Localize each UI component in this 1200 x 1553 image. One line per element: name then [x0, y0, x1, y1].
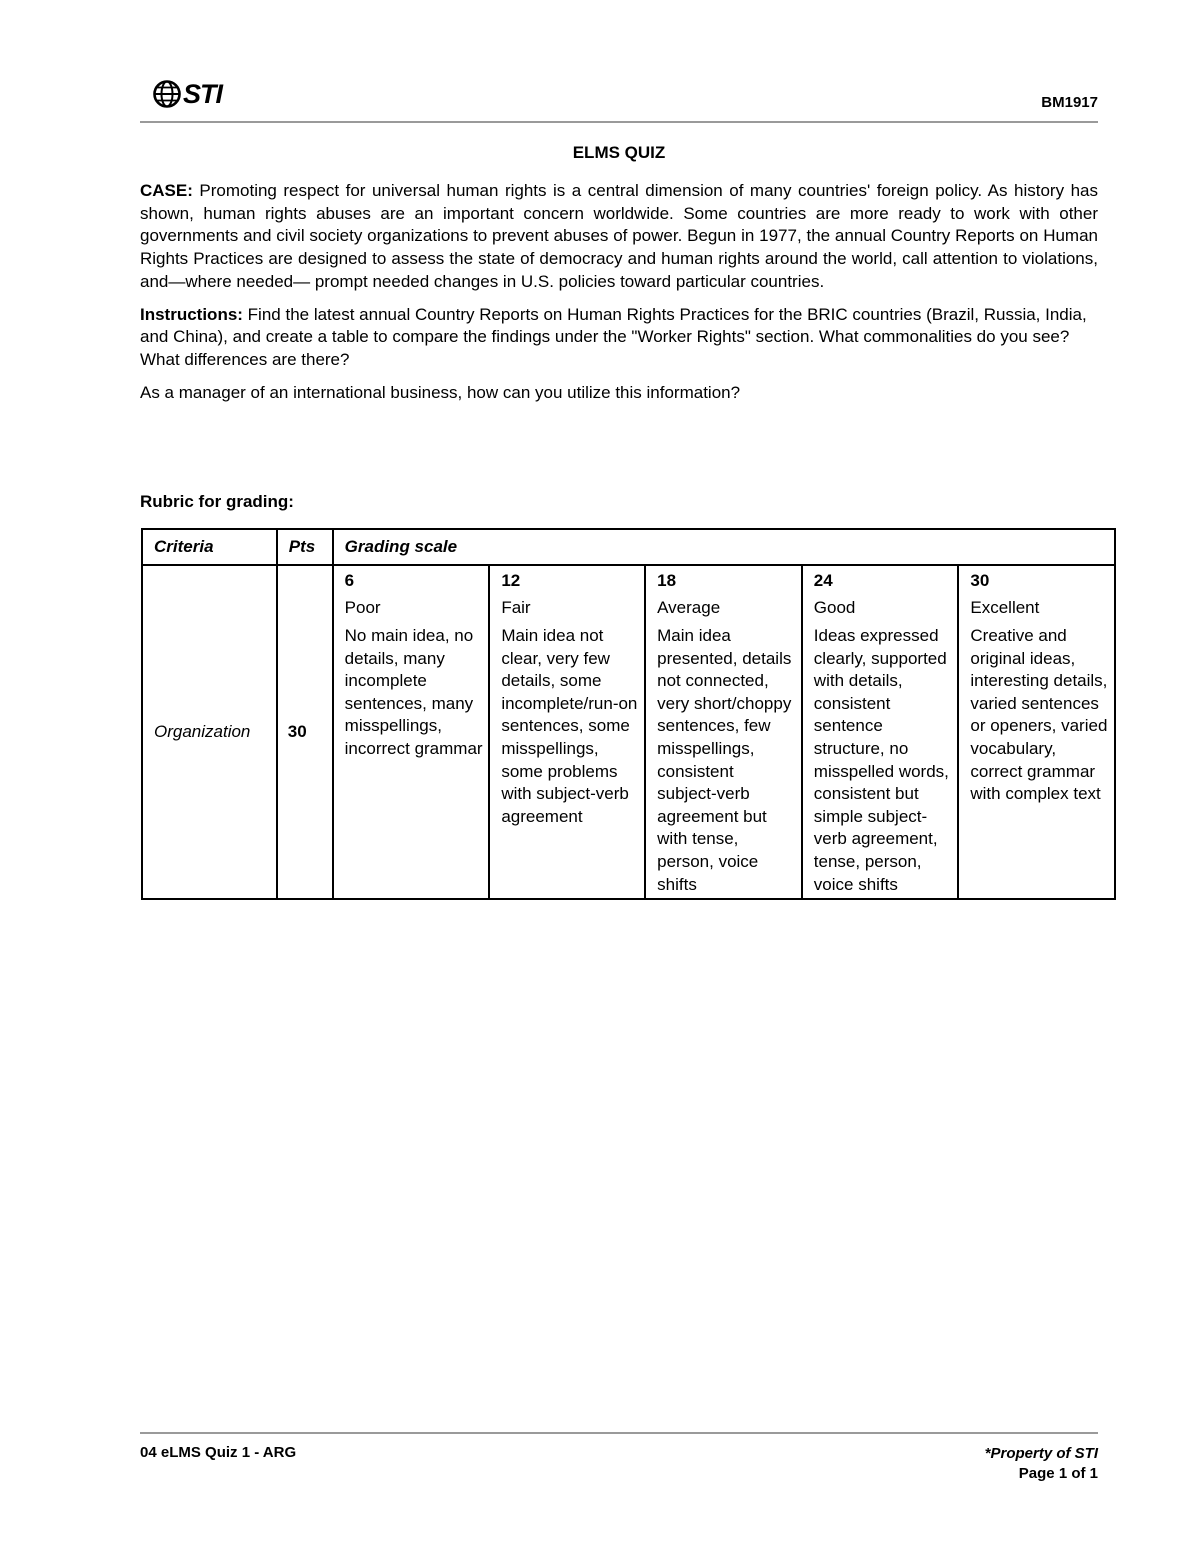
quiz-body: [140, 180, 1098, 414]
scale-level: Excellent: [970, 598, 1040, 617]
grading-scale-header: Grading scale: [333, 529, 1115, 565]
instructions-paragraph: [140, 304, 1098, 372]
rubric-header-row: [142, 529, 1115, 565]
scale-description: Ideas expressed clearly, supported with details, consistent sentence structure, no misspelled words, consistent but simple subject-verb agreement, tense, person, voice shifts: [813, 626, 949, 894]
case-label: CASE:: [140, 181, 193, 200]
document-code: BM1917: [1041, 94, 1098, 111]
criteria-header: Criteria: [142, 529, 277, 565]
scale-level: Average: [657, 598, 721, 617]
scale-points: 18: [657, 571, 677, 590]
scale-description: Main idea not clear, very few details, some incomplete/run-on sentences, some misspellings, some problems with subject-verb agreement: [501, 626, 638, 826]
scale-points: 12: [501, 571, 521, 590]
header-divider: [140, 121, 1098, 123]
scale-cell-fair: [489, 565, 645, 899]
scale-description: Creative and original ideas, interesting details, varied sentences or openers, varied vocabulary, correct grammar with complex text: [970, 626, 1108, 804]
scale-description: No main idea, no details, many incomplete sentences, many misspellings, incorrect grammar: [344, 626, 483, 758]
scale-cell-average: [645, 565, 802, 899]
scale-points: 30: [970, 571, 990, 590]
table-row: [142, 565, 1115, 899]
instructions-label: Instructions:: [140, 304, 243, 324]
scale-cell-excellent: [958, 565, 1115, 899]
scale-points: 24: [813, 571, 833, 590]
case-paragraph: [140, 180, 1098, 294]
scale-cell-good: [802, 565, 959, 899]
scale-description: Main idea presented, details not connected, very short/choppy sentences, few misspellings, consistent subject-verb agreement but with tense, person, voice shifts: [657, 626, 792, 894]
footer-divider: [140, 1432, 1098, 1434]
property-notice: *Property of STI: [984, 1445, 1098, 1462]
scale-cell-poor: [333, 565, 490, 899]
page-number: Page 1 of 1: [1018, 1465, 1098, 1482]
scale-level: Poor: [344, 598, 381, 617]
footer-document-label: 04 eLMS Quiz 1 - ARG: [140, 1444, 297, 1461]
criteria-cell: Organization: [142, 565, 277, 899]
question-paragraph: As a manager of an international business, how can you utilize this information?: [140, 382, 741, 402]
scale-level: Good: [813, 598, 856, 617]
scale-points: 6: [344, 571, 355, 590]
pts-header: Pts: [277, 529, 333, 565]
scale-level: Fair: [501, 598, 531, 617]
rubric-heading: Rubric for grading:: [140, 492, 294, 511]
globe-icon: [152, 79, 182, 109]
page-title: ELMS QUIZ: [572, 143, 666, 162]
logo-text: STI: [183, 78, 223, 109]
instructions-text: Find the latest annual Country Reports on Human Rights Practices for the BRIC countries (Brazil, Russia, India, and China), and create a table to compare the findings under the "Worker Rights" section. What commonalities do you see? What differences are there?: [140, 304, 1087, 369]
pts-cell: 30: [277, 565, 333, 899]
sti-logo: [152, 78, 222, 110]
page-header: [140, 76, 1098, 122]
footer-right: [985, 1444, 1098, 1484]
rubric-table: [141, 528, 1116, 900]
case-text: Promoting respect for universal human rights is a central dimension of many countries' foreign policy. As history has shown, human rights abuses are an important concern worldwide. Some countries are more ready to work with other governments and civil society organizations to prevent abuses of power. Begun in 1977, the annual Country Reports on Human Rights Practices are designed to assess the state of democracy and human rights around the world, call attention to violations, and—where needed— prompt needed changes in U.S. policies toward particular countries.: [140, 181, 1098, 291]
